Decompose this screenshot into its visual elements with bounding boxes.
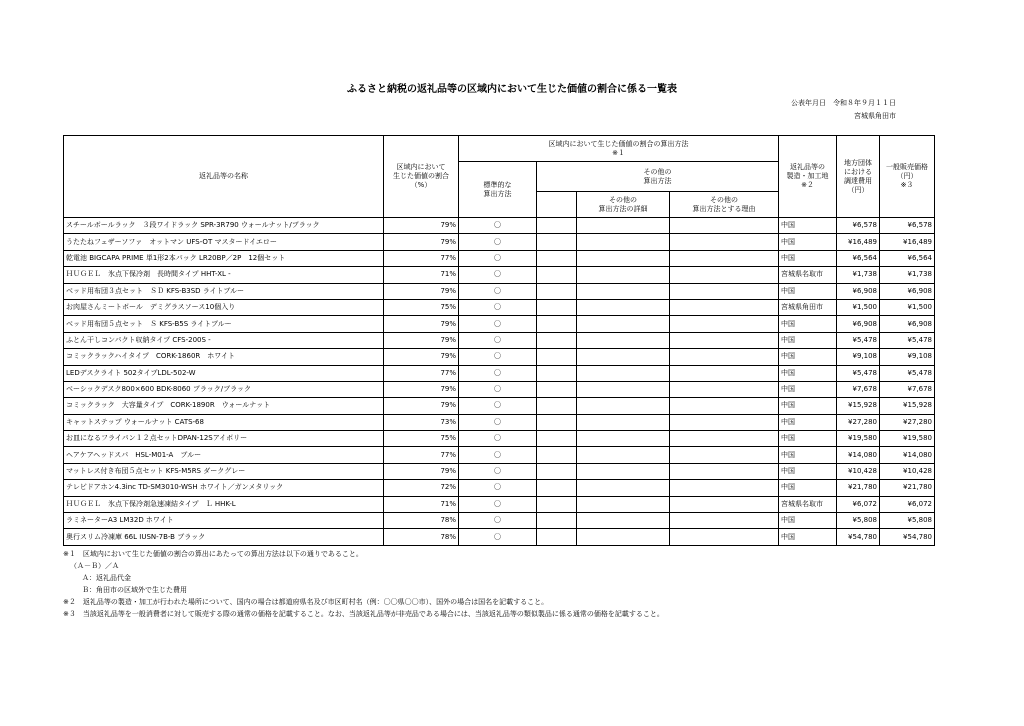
origin-cell: 中国 [779,365,837,381]
standard-method-cell: 〇 [459,250,537,266]
product-name-cell: ラミネーターA3 LM32D ホワイト [64,513,384,529]
local-cost-cell: ¥21,780 [837,480,880,496]
ratio-cell: 78% [384,529,459,545]
table-row [64,332,935,348]
other-detail-cell [577,365,670,381]
value-ratio-table [63,135,935,546]
ratio-cell: 79% [384,316,459,332]
retail-price-cell: ¥6,908 [880,283,935,299]
origin-cell: 中国 [779,398,837,414]
origin-cell: 中国 [779,250,837,266]
retail-price-cell: ¥15,928 [880,398,935,414]
other-reason-cell [670,431,779,447]
local-cost-cell: ¥6,564 [837,250,880,266]
other-detail-cell [577,529,670,545]
other-method-cell [537,234,577,250]
ratio-cell: 79% [384,234,459,250]
table-row [64,496,935,512]
other-method-cell [537,463,577,479]
product-name-cell: うたたねフェザーソファ オットマン UFS-OT マスタードイエロー [64,234,384,250]
retail-price-cell: ¥5,478 [880,365,935,381]
other-method-cell [537,316,577,332]
local-cost-cell: ¥6,072 [837,496,880,512]
other-method-cell [537,332,577,348]
product-name-cell: コミックラック 大容量タイプ CORK-1890R ウォールナット [64,398,384,414]
product-name-cell: テレビドアホン4.3inc TD-SM3010-WSH ホワイト／ガンメタリック [64,480,384,496]
product-name-cell: ベッド用布団３点セット ＳＤ KFS-B3SD ライトブルー [64,283,384,299]
ratio-cell: 71% [384,496,459,512]
other-reason-cell [670,299,779,315]
origin-cell: 中国 [779,463,837,479]
other-method-cell [537,365,577,381]
header-origin: 返礼品等の 製造・加工地 ※２ [779,136,837,218]
product-name-cell: コミックラックハイタイプ CORK-1860R ホワイト [64,349,384,365]
local-cost-cell: ¥6,908 [837,316,880,332]
other-method-cell [537,529,577,545]
other-detail-cell [577,463,670,479]
local-cost-cell: ¥1,738 [837,267,880,283]
retail-price-cell: ¥6,578 [880,218,935,234]
table-row [64,218,935,234]
standard-method-cell: 〇 [459,381,537,397]
header-other-spacer [537,192,577,218]
other-reason-cell [670,463,779,479]
header-other-reason: その他の 算出方法とする理由 [670,192,779,218]
origin-cell: 中国 [779,480,837,496]
other-detail-cell [577,431,670,447]
product-name-cell: 奥行スリム冷凍庫 66L IUSN-7B-B ブラック [64,529,384,545]
other-reason-cell [670,414,779,430]
retail-price-cell: ¥7,678 [880,381,935,397]
local-cost-cell: ¥15,928 [837,398,880,414]
other-method-cell [537,283,577,299]
table-row [64,234,935,250]
origin-cell: 中国 [779,381,837,397]
other-reason-cell [670,349,779,365]
retail-price-cell: ¥5,808 [880,513,935,529]
municipality-name: 宮城県角田市 [854,112,896,120]
ratio-cell: 75% [384,299,459,315]
ratio-cell: 72% [384,480,459,496]
local-cost-cell: ¥9,108 [837,349,880,365]
local-cost-cell: ¥16,489 [837,234,880,250]
other-detail-cell [577,250,670,266]
header-local-cost: 地方団体 における 調達費用 （円） [837,136,880,218]
origin-cell: 中国 [779,414,837,430]
product-name-cell: ヘアケアヘッドスパ HSL-M01-A ブルー [64,447,384,463]
ratio-cell: 75% [384,431,459,447]
origin-cell: 中国 [779,332,837,348]
ratio-cell: 78% [384,513,459,529]
origin-cell: 中国 [779,316,837,332]
other-detail-cell [577,299,670,315]
other-method-cell [537,218,577,234]
table-row [64,267,935,283]
origin-cell: 中国 [779,529,837,545]
standard-method-cell: 〇 [459,365,537,381]
local-cost-cell: ¥19,580 [837,431,880,447]
ratio-cell: 79% [384,398,459,414]
standard-method-cell: 〇 [459,398,537,414]
standard-method-cell: 〇 [459,218,537,234]
origin-cell: 中国 [779,447,837,463]
product-name-cell: 乾電池 BIGCAPA PRIME 単1形2本パック LR20BP／2P 12個セット [64,250,384,266]
standard-method-cell: 〇 [459,529,537,545]
other-detail-cell [577,513,670,529]
product-name-cell: LEDデスクライト 502タイプLDL-502-W [64,365,384,381]
product-name-cell: ベーシックデスク800×600 BDK-8060 ブラック/ブラック [64,381,384,397]
other-reason-cell [670,447,779,463]
local-cost-cell: ¥5,808 [837,513,880,529]
local-cost-cell: ¥10,428 [837,463,880,479]
header-ratio: 区域内において 生じた価値の割合 （%） [384,136,459,218]
table-row [64,529,935,545]
header-retail-price: 一般販売価格 （円） ※３ [880,136,935,218]
retail-price-cell: ¥16,489 [880,234,935,250]
standard-method-cell: 〇 [459,234,537,250]
other-reason-cell [670,218,779,234]
document-title: ふるさと納税の返礼品等の区域内において生じた価値の割合に係る一覧表 [347,84,677,95]
header-other-detail: その他の 算出方法の詳細 [577,192,670,218]
table-row [64,299,935,315]
standard-method-cell: 〇 [459,463,537,479]
origin-cell: 中国 [779,431,837,447]
other-reason-cell [670,529,779,545]
product-name-cell: お皿になるフライパン１２点セットDPAN-12Sアイボリー [64,431,384,447]
standard-method-cell: 〇 [459,349,537,365]
standard-method-cell: 〇 [459,267,537,283]
other-detail-cell [577,349,670,365]
header-standard: 標準的な 算出方法 [459,162,537,218]
other-reason-cell [670,332,779,348]
local-cost-cell: ¥14,080 [837,447,880,463]
other-detail-cell [577,398,670,414]
table-row [64,381,935,397]
ratio-cell: 79% [384,349,459,365]
header-name: 返礼品等の名称 [64,136,384,218]
note-formula-b: Ｂ：角田市の区域外で生じた費用 [82,586,187,594]
product-name-cell: ふとん干しコンパクト収納タイプ CFS-200S - [64,332,384,348]
ratio-cell: 79% [384,332,459,348]
origin-cell: 宮城県名取市 [779,496,837,512]
other-detail-cell [577,234,670,250]
table-row [64,349,935,365]
local-cost-cell: ¥1,500 [837,299,880,315]
ratio-cell: 71% [384,267,459,283]
ratio-cell: 79% [384,283,459,299]
standard-method-cell: 〇 [459,496,537,512]
table-row [64,513,935,529]
other-method-cell [537,480,577,496]
other-method-cell [537,349,577,365]
other-reason-cell [670,316,779,332]
other-reason-cell [670,267,779,283]
table-row [64,250,935,266]
other-reason-cell [670,250,779,266]
note-1: ※１ 区域内において生じた価値の割合の算出にあたっての算出方法は以下の通りであること。 [63,550,363,558]
standard-method-cell: 〇 [459,316,537,332]
other-detail-cell [577,218,670,234]
table-row [64,414,935,430]
ratio-cell: 77% [384,250,459,266]
other-reason-cell [670,398,779,414]
product-name-cell: ベッド用布団５点セット Ｓ KFS-B5S ライトブルー [64,316,384,332]
other-reason-cell [670,496,779,512]
other-reason-cell [670,480,779,496]
other-method-cell [537,398,577,414]
retail-price-cell: ¥54,780 [880,529,935,545]
local-cost-cell: ¥27,280 [837,414,880,430]
other-detail-cell [577,332,670,348]
other-detail-cell [577,447,670,463]
standard-method-cell: 〇 [459,513,537,529]
product-name-cell: キャットステップ ウォールナット CATS-68 [64,414,384,430]
retail-price-cell: ¥9,108 [880,349,935,365]
standard-method-cell: 〇 [459,414,537,430]
table-row [64,480,935,496]
standard-method-cell: 〇 [459,332,537,348]
other-detail-cell [577,414,670,430]
origin-cell: 中国 [779,283,837,299]
standard-method-cell: 〇 [459,447,537,463]
product-name-cell: ＨＵＧＥＬ 氷点下保冷剤 長時間タイプ HHT-XL - [64,267,384,283]
other-method-cell [537,496,577,512]
ratio-cell: 77% [384,365,459,381]
other-method-cell [537,299,577,315]
table-row [64,365,935,381]
table-row [64,316,935,332]
table-row [64,463,935,479]
other-reason-cell [670,381,779,397]
product-name-cell: スチールボールラック ３段ワイドラック SPR-3R790 ウォールナット/ブラック [64,218,384,234]
other-detail-cell [577,480,670,496]
product-name-cell: お肉屋さんミートボール デミグラスソース10個入り [64,299,384,315]
retail-price-cell: ¥10,428 [880,463,935,479]
other-method-cell [537,250,577,266]
ratio-cell: 77% [384,447,459,463]
published-date: 公表年月日 令和８年９月１１日 [791,99,896,107]
origin-cell: 中国 [779,218,837,234]
origin-cell: 宮城県角田市 [779,299,837,315]
origin-cell: 中国 [779,349,837,365]
other-method-cell [537,447,577,463]
standard-method-cell: 〇 [459,283,537,299]
table-row [64,398,935,414]
local-cost-cell: ¥7,678 [837,381,880,397]
other-detail-cell [577,496,670,512]
other-detail-cell [577,381,670,397]
ratio-cell: 79% [384,218,459,234]
standard-method-cell: 〇 [459,431,537,447]
local-cost-cell: ¥5,478 [837,365,880,381]
table-row [64,447,935,463]
origin-cell: 中国 [779,513,837,529]
origin-cell: 宮城県名取市 [779,267,837,283]
local-cost-cell: ¥54,780 [837,529,880,545]
local-cost-cell: ¥5,478 [837,332,880,348]
other-detail-cell [577,267,670,283]
other-detail-cell [577,316,670,332]
local-cost-cell: ¥6,908 [837,283,880,299]
header-other-group: その他の 算出方法 [537,162,779,192]
retail-price-cell: ¥5,478 [880,332,935,348]
notes-section [63,548,664,620]
table-row [64,283,935,299]
other-reason-cell [670,365,779,381]
ratio-cell: 79% [384,381,459,397]
note-3: ※３ 当該返礼品等を一般消費者に対して販売する際の通常の価格を記載すること。なお、当該返礼品等が非売品である場合には、当該返礼品等の類似製品に係る通常の価格を記載すること。 [63,610,664,618]
retail-price-cell: ¥1,738 [880,267,935,283]
product-name-cell: ＨＵＧＥＬ 氷点下保冷剤急速凍結タイプ Ｌ HHK-L [64,496,384,512]
retail-price-cell: ¥19,580 [880,431,935,447]
origin-cell: 中国 [779,234,837,250]
header-method-group: 区域内において生じた価値の割合の算出方法 ※１ [459,136,779,162]
retail-price-cell: ¥14,080 [880,447,935,463]
note-formula: （Ａ－Ｂ）／Ａ [70,562,119,570]
retail-price-cell: ¥6,908 [880,316,935,332]
retail-price-cell: ¥21,780 [880,480,935,496]
standard-method-cell: 〇 [459,480,537,496]
retail-price-cell: ¥6,072 [880,496,935,512]
other-reason-cell [670,283,779,299]
table-row [64,431,935,447]
other-method-cell [537,513,577,529]
other-reason-cell [670,513,779,529]
standard-method-cell: 〇 [459,299,537,315]
retail-price-cell: ¥1,500 [880,299,935,315]
other-method-cell [537,414,577,430]
other-reason-cell [670,234,779,250]
other-method-cell [537,381,577,397]
note-formula-a: Ａ：返礼品代金 [82,574,131,582]
retail-price-cell: ¥27,280 [880,414,935,430]
other-detail-cell [577,283,670,299]
other-method-cell [537,267,577,283]
note-2: ※２ 返礼品等の製造・加工が行われた場所について、国内の場合は都道府県名及び市区町村名（例：〇〇県〇〇市）、国外の場合は国名を記載すること。 [63,598,549,606]
ratio-cell: 73% [384,414,459,430]
local-cost-cell: ¥6,578 [837,218,880,234]
ratio-cell: 79% [384,463,459,479]
other-method-cell [537,431,577,447]
product-name-cell: マットレス付き布団５点セット KFS-M5RS ダークグレー [64,463,384,479]
retail-price-cell: ¥6,564 [880,250,935,266]
